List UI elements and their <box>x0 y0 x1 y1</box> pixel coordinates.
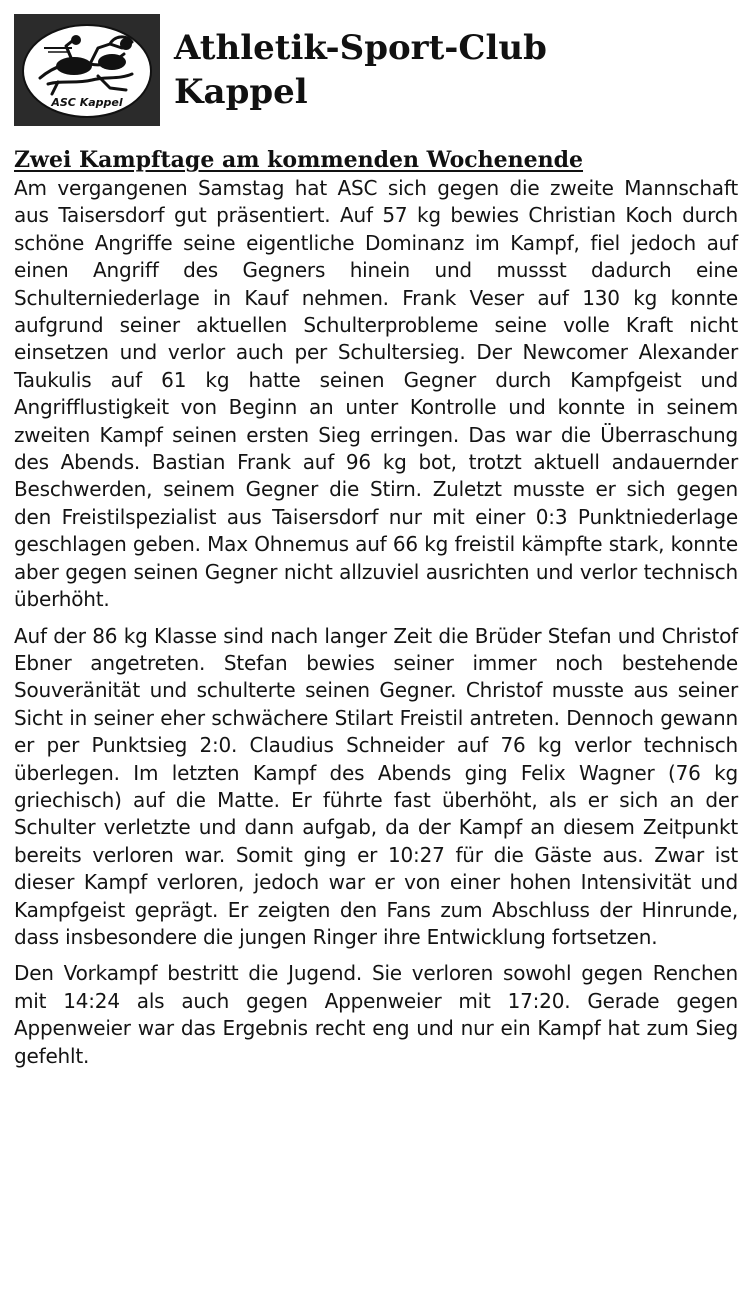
club-name-line-1: Athletik-Sport-Club <box>174 28 547 68</box>
article-headline: Zwei Kampftage am kommenden Wochenende <box>14 147 584 173</box>
wrestlers-emblem-icon <box>14 14 160 126</box>
logo-text: ASC Kappel <box>51 96 123 109</box>
club-name-line-2: Kappel <box>174 72 308 112</box>
header <box>14 14 734 126</box>
article-paragraph-3: Den Vorkampf bestritt die Jugend. Sie verloren sowohl gegen Renchen mit 14:24 als auch gegen Appenweier mit 17:20. Gerade gegen Appenweier war das Ergebnis recht eng und nur ein Kampf hat zum Sieg gefehlt. <box>14 961 738 1068</box>
article-paragraph-2: Auf der 86 kg Klasse sind nach langer Zeit die Brüder Stefan und Christof Ebner angetreten. Stefan bewies seiner immer noch bestehende Souveränität und schulterte seinen Gegner. Christof musste aus seiner Sicht in seiner eher schwächere Stilart Freistil antreten. Dennoch gewann er per Punktsieg 2:0. Claudius Schneider auf 76 kg verlor technisch überlegen. Im letzten Kampf des Abends ging Felix Wagner (76 kg griechisch) auf die Matte. Er führte fast überhöht, als er sich an der Schulter verletzte und dann aufgab, da der Kampf an diesem Zeitpunkt bereits verloren war. Somit ging er 10:27 für die Gäste aus. Zwar ist dieser Kampf verloren, jedoch war er von einer hohen Intensivität und Kampfgeist geprägt. Er zeigten den Fans zum Abschluss der Hinrunde, dass insbesondere die jungen Ringer ihre Entwicklung fortsetzen. <box>14 623 738 949</box>
club-name <box>174 26 547 114</box>
club-logo <box>14 14 160 126</box>
article-paragraph-1: Am vergangenen Samstag hat ASC sich gegen die zweite Mannschaft aus Taisersdorf gut präsentiert. Auf 57 kg bewies Christian Koch durch schöne Angriffe seine eigentliche Dominanz im Kampf, fiel jedoch auf einen Angriff des Gegners hinein und mussst dadurch eine Schulterniederlage in Kauf nehmen. Frank Veser auf 130 kg konnte aufgrund seiner aktuellen Schulterprobleme seine volle Kraft nicht einsetzen und verlor auch per Schultersieg. Der Newcomer Alexander Taukulis auf 61 kg hatte seinen Gegner durch Kampfgeist und Angrifflustigkeit von Beginn an unter Kontrolle und konnte in seinem zweiten Kampf seinen ersten Sieg erringen. Das war die Überraschung des Abends. Bastian Frank auf 96 kg bot, trotzt aktuell andauernder Beschwerden, seinem Gegner die Stirn. Zuletzt musste er sich gegen den Freistilspezialist aus Taisersdorf nur mit einer 0:3 Punktniederlage geschlagen geben. Max Ohnemus auf 66 kg freistil kämpfte stark, konnte aber gegen seinen Gegner nicht allzuviel ausrichten und verlor technisch überhöht. <box>14 176 738 612</box>
article <box>14 145 738 1079</box>
